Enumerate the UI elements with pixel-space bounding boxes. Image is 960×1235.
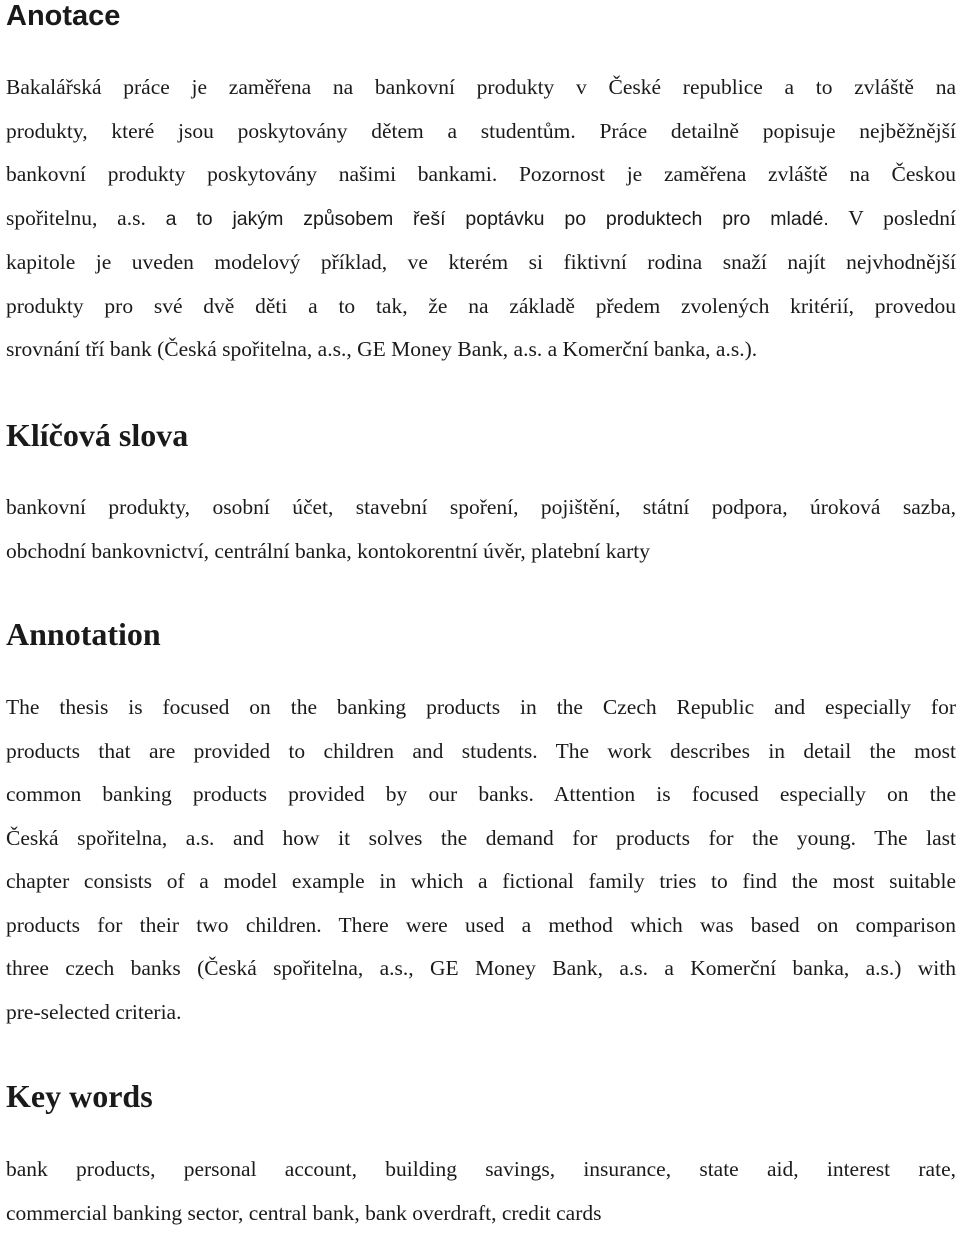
text-line: bank products, personal account, building savings, insurance, state aid, interest rate, xyxy=(6,1148,956,1192)
paragraph-anotace xyxy=(6,66,956,372)
text-run: V poslední xyxy=(829,206,956,230)
text-line: produkty pro své dvě děti a to tak, že na základě předem zvolených kritérií, provedou xyxy=(6,285,956,329)
text-line: bankovní produkty poskytovány našimi bankami. Pozornost je zaměřena zvláště na Českou xyxy=(6,153,956,197)
text-line: chapter consists of a model example in which a fictional family tries to find the most suitable xyxy=(6,860,956,904)
text-line: products for their two children. There were used a method which was based on comparison xyxy=(6,904,956,948)
heading-klicova-slova: Klíčová slova xyxy=(6,417,188,454)
text-line: bankovní produkty, osobní účet, stavební spoření, pojištění, státní podpora, úroková sazba, xyxy=(6,486,956,530)
text-line: commercial banking sector, central bank, bank overdraft, credit cards xyxy=(6,1192,956,1235)
text-line: kapitole je uveden modelový příklad, ve kterém si fiktivní rodina snaží najít nejvhodnější xyxy=(6,241,956,285)
text-run-sans: a to jakým způsobem řeší poptávku po produktech pro mladé. xyxy=(146,208,829,230)
text-line: The thesis is focused on the banking products in the Czech Republic and especially for xyxy=(6,686,956,730)
paragraph-annotation xyxy=(6,686,956,1034)
text-line: products that are provided to children and students. The work describes in detail the most xyxy=(6,730,956,774)
text-line: obchodní bankovnictví, centrální banka, kontokorentní úvěr, platební karty xyxy=(6,530,956,574)
text-line-mixed xyxy=(6,197,956,242)
text-line: srovnání tří bank (Česká spořitelna, a.s., GE Money Bank, a.s. a Komerční banka, a.s.). xyxy=(6,328,956,372)
paragraph-key-words xyxy=(6,1148,956,1235)
text-line: pre-selected criteria. xyxy=(6,991,956,1035)
paragraph-klicova-slova xyxy=(6,486,956,573)
heading-anotace: Anotace xyxy=(6,0,120,33)
text-line: common banking products provided by our banks. Attention is focused especially on the xyxy=(6,773,956,817)
text-line: produkty, které jsou poskytovány dětem a studentům. Práce detailně popisuje nejběžnější xyxy=(6,110,956,154)
text-line: Česká spořitelna, a.s. and how it solves the demand for products for the young. The last xyxy=(6,817,956,861)
heading-key-words: Key words xyxy=(6,1078,153,1115)
text-line: three czech banks (Česká spořitelna, a.s., GE Money Bank, a.s. a Komerční banka, a.s.) with xyxy=(6,947,956,991)
text-line: Bakalářská práce je zaměřena na bankovní produkty v České republice a to zvláště na xyxy=(6,66,956,110)
heading-annotation: Annotation xyxy=(6,616,161,653)
text-run: spořitelnu, a.s. xyxy=(6,206,146,230)
